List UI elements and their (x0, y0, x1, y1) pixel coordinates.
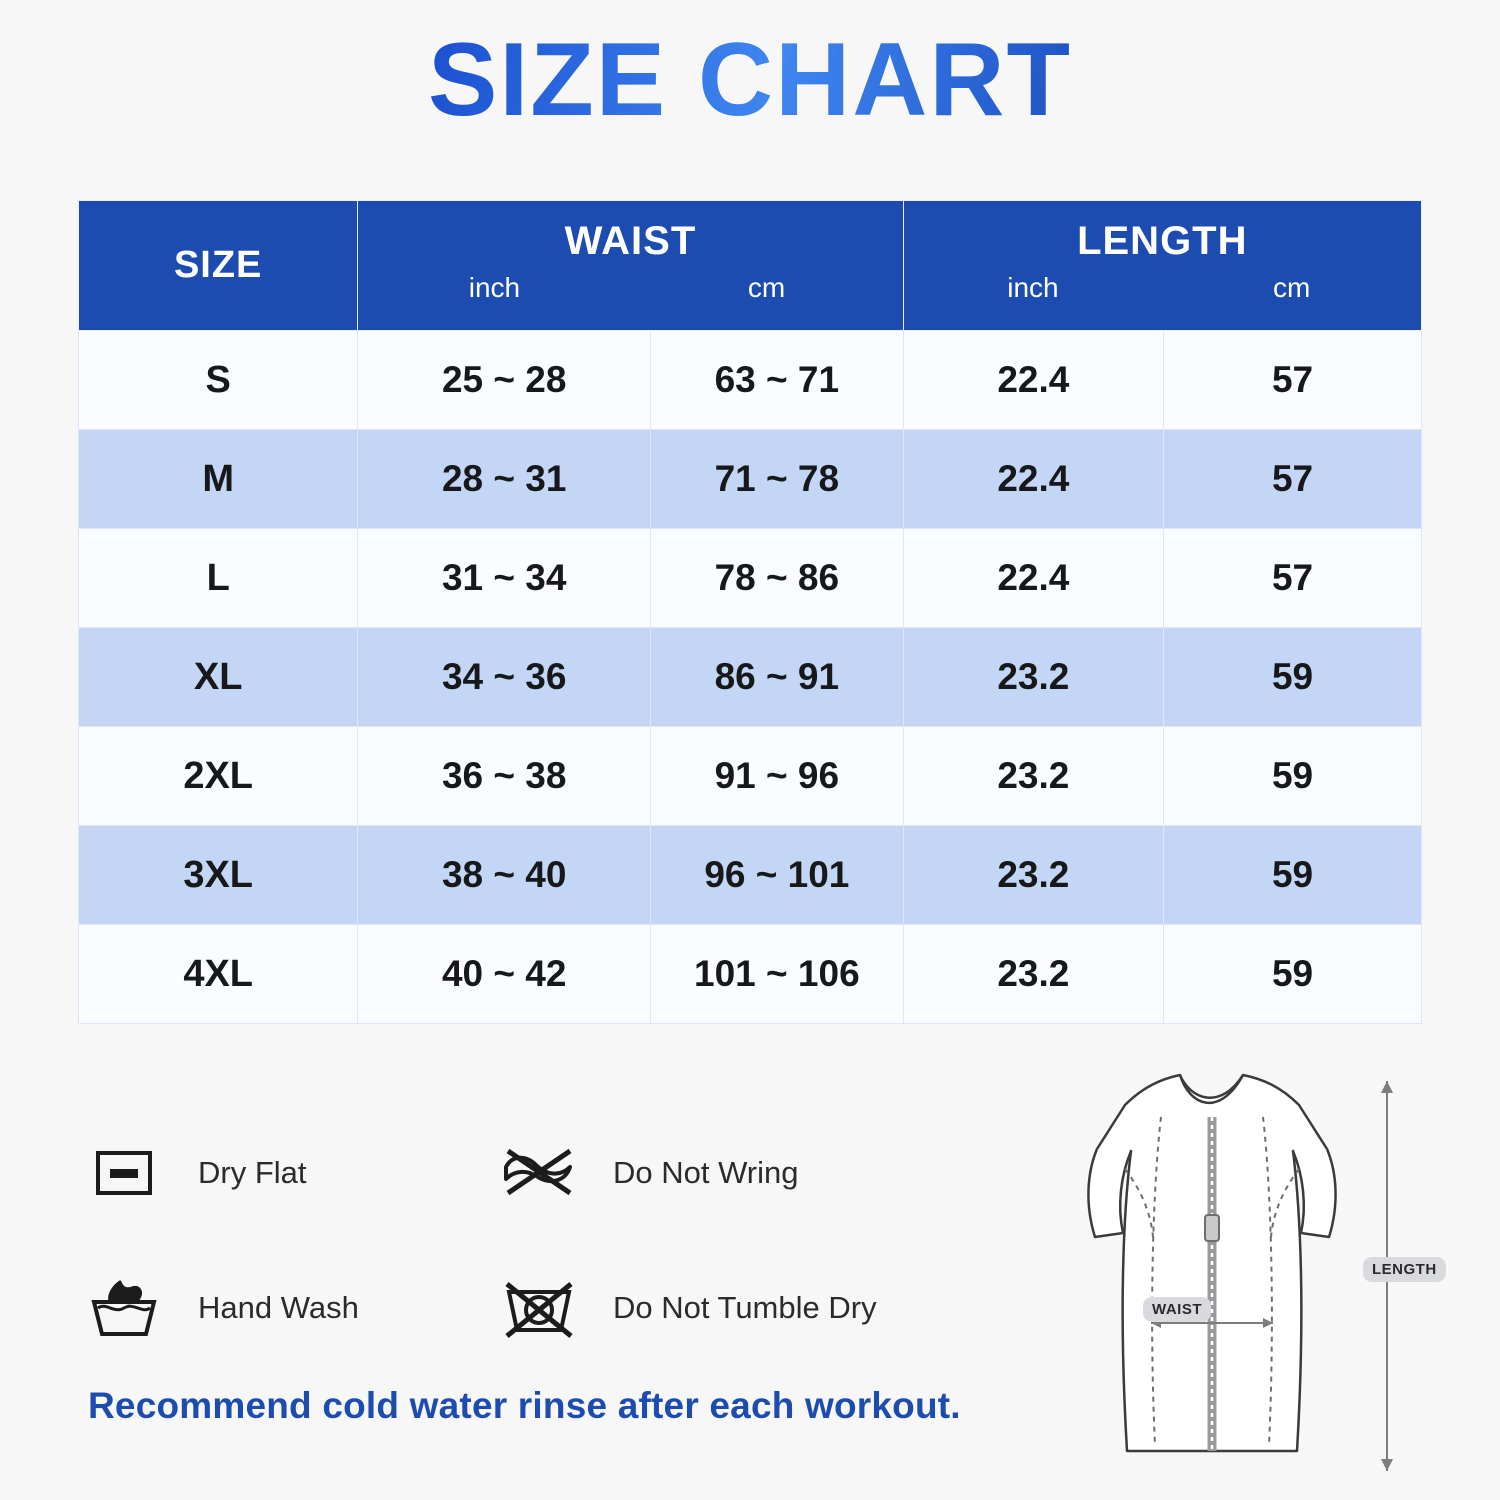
care-label: Hand Wash (198, 1289, 359, 1325)
table-row (79, 727, 1422, 826)
cell-length-cm: 59 (1164, 925, 1422, 1024)
cell-waist-inch: 25 ~ 28 (358, 331, 651, 430)
cell-waist-cm: 63 ~ 71 (651, 331, 903, 430)
cell-length-cm: 59 (1164, 826, 1422, 925)
care-item-dry-flat (78, 1127, 493, 1219)
cell-waist-cm: 71 ~ 78 (651, 430, 903, 529)
header-waist-inch: inch (468, 272, 521, 303)
table-row (79, 826, 1422, 925)
cell-length-cm: 57 (1164, 430, 1422, 529)
cell-waist-inch: 40 ~ 42 (358, 925, 651, 1024)
cell-size: 3XL (79, 826, 358, 925)
care-instructions (78, 1105, 978, 1375)
header-length-inch: inch (1007, 272, 1059, 303)
cell-length-inch: 23.2 (903, 925, 1164, 1024)
cell-length-cm: 57 (1164, 529, 1422, 628)
header-group-length-label: LENGTH (1077, 219, 1248, 263)
cell-size: 2XL (79, 727, 358, 826)
table-row (79, 331, 1422, 430)
waist-tag: WAIST (1143, 1297, 1211, 1322)
size-table (78, 200, 1422, 1024)
cell-waist-cm: 96 ~ 101 (651, 826, 903, 925)
header-size: SIZE (79, 201, 358, 331)
garment-diagram (975, 1065, 1465, 1485)
cell-length-inch: 22.4 (903, 430, 1164, 529)
do-not-wring-icon (493, 1127, 585, 1219)
table-header (79, 201, 1422, 331)
length-tag: LENGTH (1363, 1257, 1446, 1282)
cell-waist-inch: 34 ~ 36 (358, 628, 651, 727)
care-row-1 (78, 1105, 978, 1240)
care-item-do-not-wring (493, 1127, 908, 1219)
table-row (79, 430, 1422, 529)
table-row (79, 628, 1422, 727)
care-label: Do Not Wring (613, 1154, 799, 1190)
cell-size: XL (79, 628, 358, 727)
header-group-waist (358, 201, 903, 331)
care-note: Recommend cold water rinse after each workout. (88, 1385, 961, 1426)
cell-waist-cm: 86 ~ 91 (651, 628, 903, 727)
hand-wash-icon (78, 1262, 170, 1354)
cell-size: S (79, 331, 358, 430)
header-waist-cm: cm (747, 272, 786, 303)
cell-size: L (79, 529, 358, 628)
header-group-length (903, 201, 1421, 331)
cell-length-cm: 59 (1164, 727, 1422, 826)
cell-length-cm: 59 (1164, 628, 1422, 727)
cell-length-cm: 57 (1164, 331, 1422, 430)
cell-length-inch: 23.2 (903, 727, 1164, 826)
cell-waist-inch: 28 ~ 31 (358, 430, 651, 529)
cell-waist-cm: 101 ~ 106 (651, 925, 903, 1024)
cell-waist-cm: 78 ~ 86 (651, 529, 903, 628)
header-group-waist-label: WAIST (564, 219, 697, 263)
table-row (79, 925, 1422, 1024)
care-label: Dry Flat (198, 1154, 307, 1190)
dry-flat-icon (78, 1127, 170, 1219)
cell-waist-cm: 91 ~ 96 (651, 727, 903, 826)
care-item-do-not-tumble-dry (493, 1262, 908, 1354)
cell-waist-inch: 31 ~ 34 (358, 529, 651, 628)
cell-waist-inch: 38 ~ 40 (358, 826, 651, 925)
care-row-2 (78, 1240, 978, 1375)
table-body (79, 331, 1422, 1024)
cell-waist-inch: 36 ~ 38 (358, 727, 651, 826)
cell-size: 4XL (79, 925, 358, 1024)
care-label: Do Not Tumble Dry (613, 1289, 877, 1325)
cell-length-inch: 22.4 (903, 529, 1164, 628)
page-title: SIZE CHART (0, 0, 1500, 135)
cell-length-inch: 23.2 (903, 826, 1164, 925)
cell-length-inch: 23.2 (903, 628, 1164, 727)
table-row (79, 529, 1422, 628)
header-length-cm: cm (1272, 272, 1311, 303)
do-not-tumble-dry-icon (493, 1262, 585, 1354)
cell-length-inch: 22.4 (903, 331, 1164, 430)
cell-size: M (79, 430, 358, 529)
size-table-container (78, 200, 1422, 1024)
care-item-hand-wash (78, 1262, 493, 1354)
